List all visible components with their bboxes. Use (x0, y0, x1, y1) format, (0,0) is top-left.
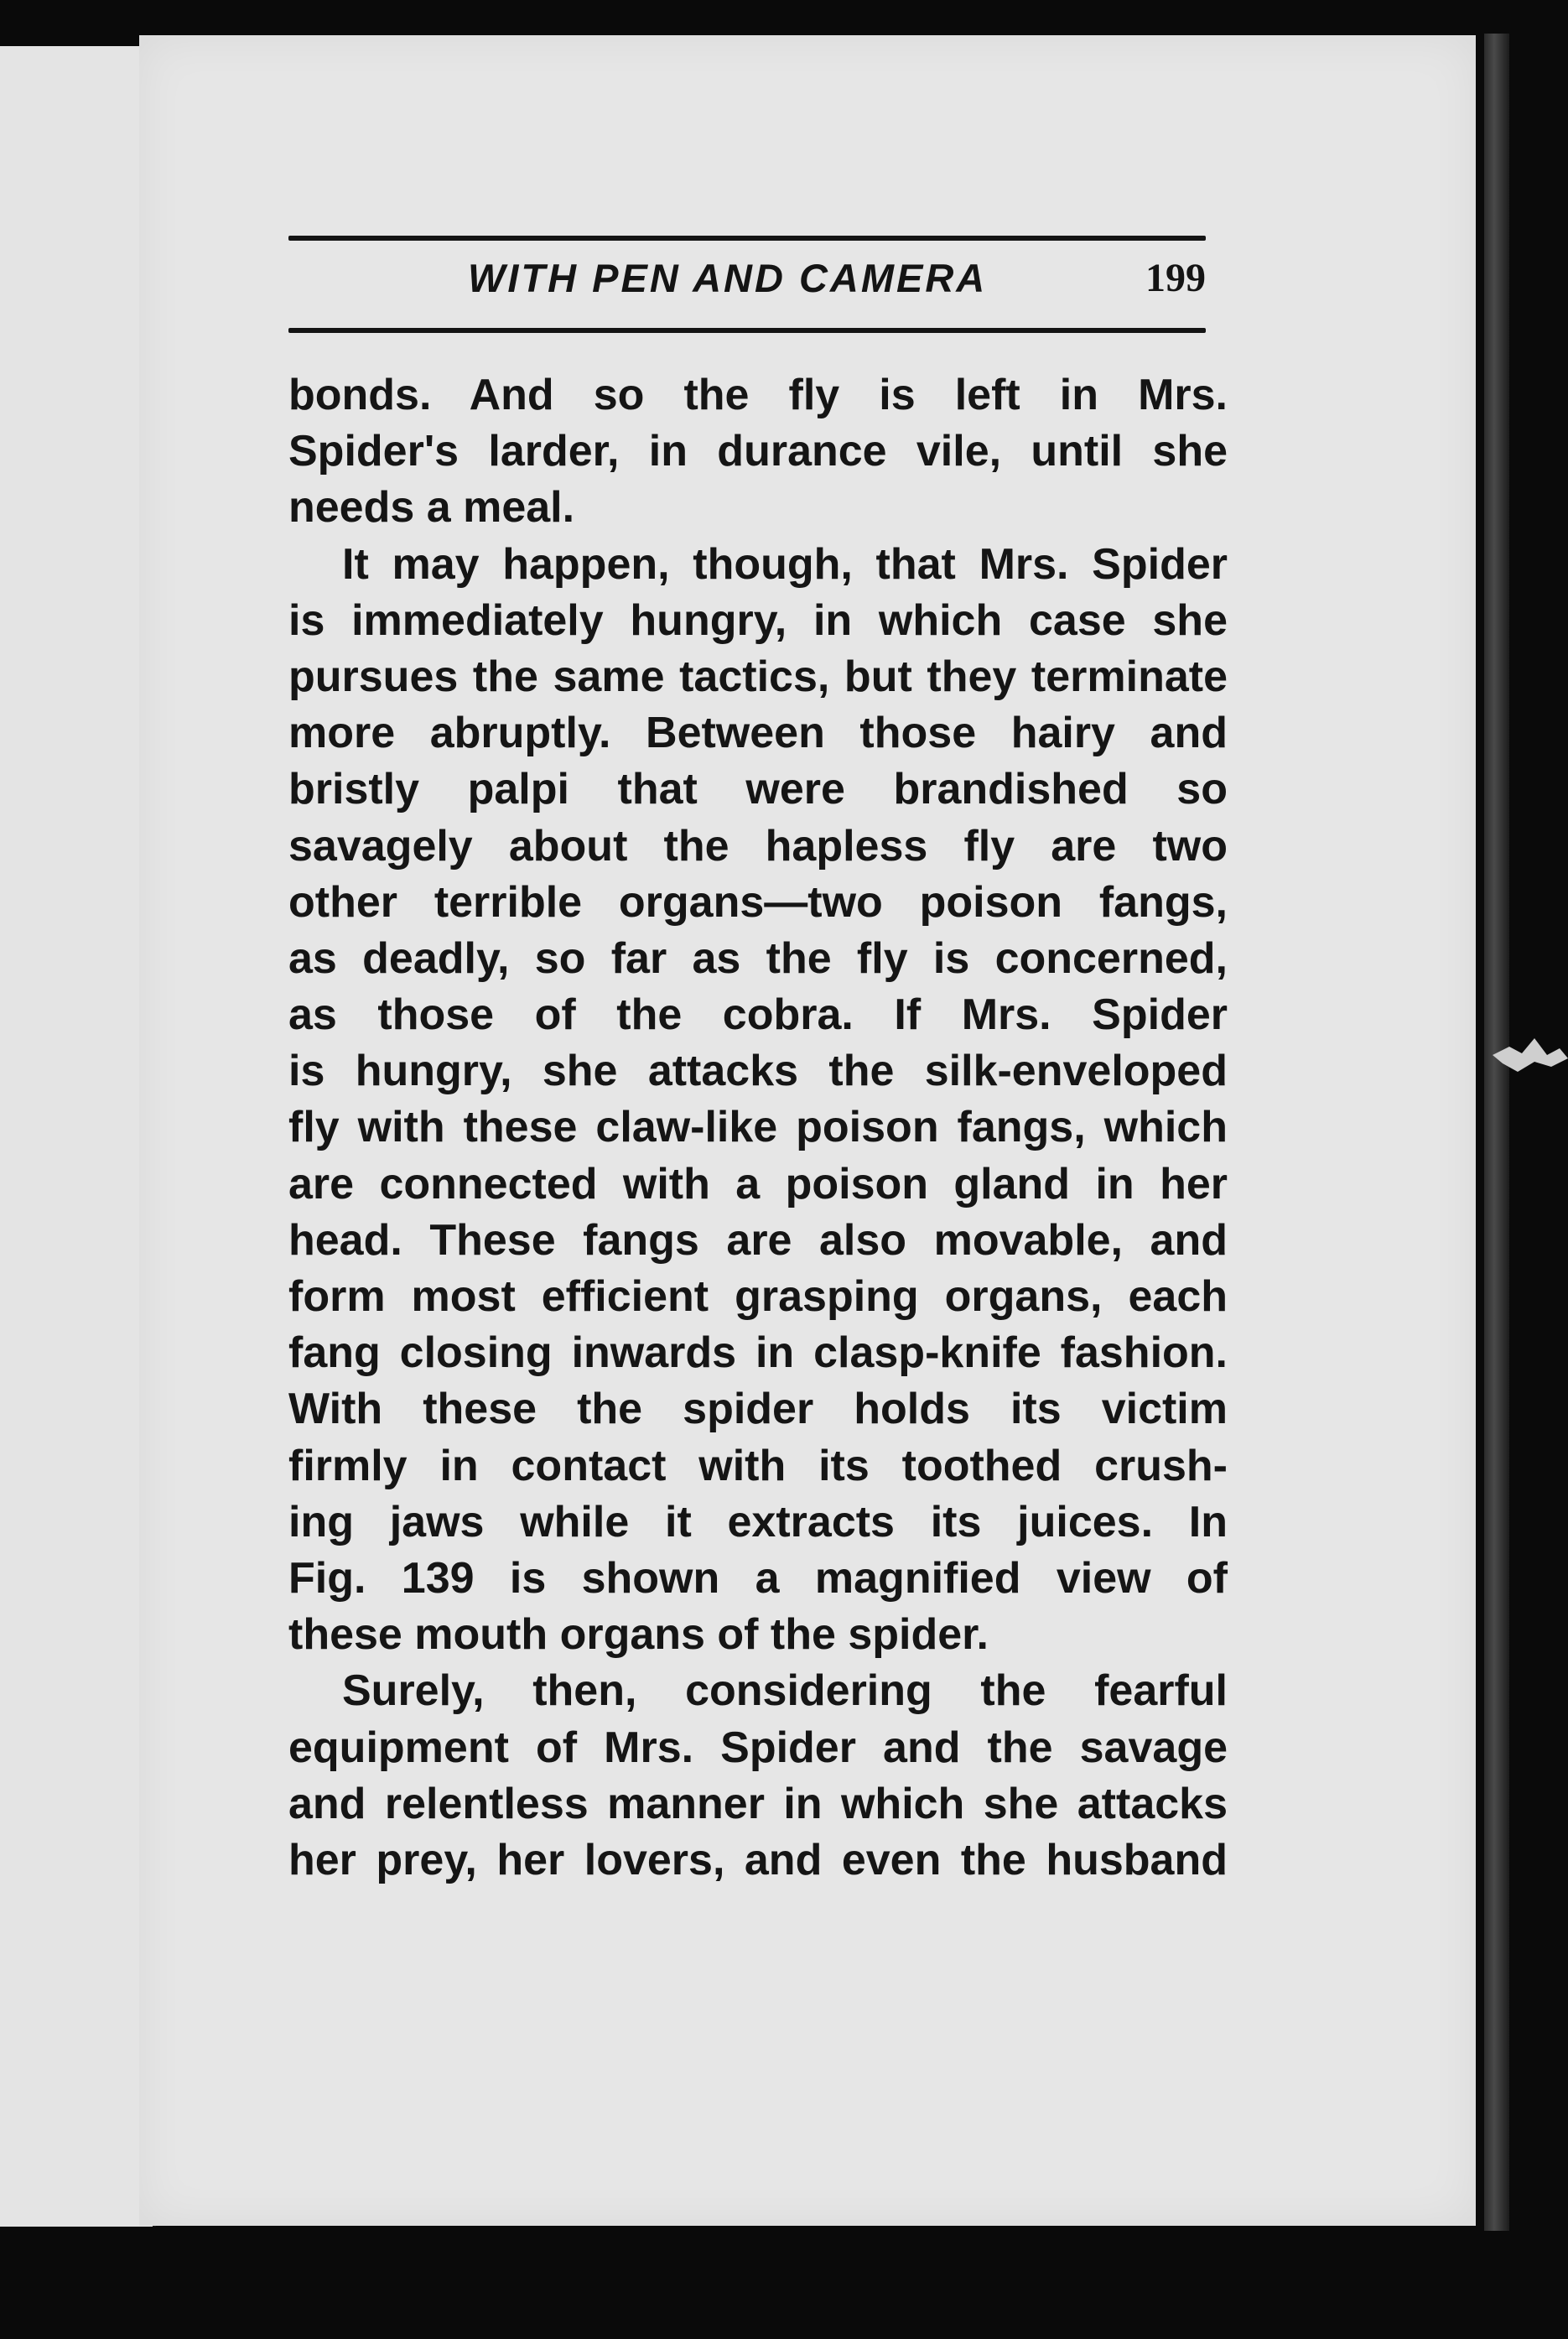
text-line: Surely, then, considering the fearful (342, 1666, 1228, 1716)
text-line: is hungry, she attacks the silk-enveloped (288, 1047, 1228, 1096)
text-line: these mouth organs of the spider. (288, 1610, 989, 1660)
text-line: pursues the same tactics, but they terminate (288, 652, 1228, 701)
running-head (288, 253, 1206, 320)
page-number: 199 (1145, 256, 1206, 300)
text-line: Spider's larder, in durance vile, until she (288, 427, 1228, 476)
text-line: ing jaws while it extracts its juices. In (288, 1497, 1228, 1546)
text-line: With these the spider holds its victim (288, 1385, 1228, 1434)
text-line: fang closing inwards in clasp-knife fashion. (288, 1328, 1228, 1378)
text-line: bristly palpi that were brandished so (288, 765, 1228, 814)
text-line: Fig. 139 is shown a magnified view of (288, 1553, 1228, 1603)
text-line: It may happen, though, that Mrs. Spider (342, 539, 1228, 589)
text-line: form most efficient grasping organs, each (288, 1272, 1228, 1321)
text-line: fly with these claw-like poison fangs, which (288, 1103, 1228, 1152)
text-line: equipment of Mrs. Spider and the savage (288, 1723, 1228, 1772)
text-line: bonds. And so the fly is left in Mrs. (288, 371, 1228, 419)
text-line: and relentless manner in which she attacks (288, 1779, 1228, 1828)
text-line: as those of the cobra. If Mrs. Spider (288, 990, 1228, 1040)
book-binding-edge (1484, 34, 1509, 2231)
text-line: savagely about the hapless fly are two (288, 821, 1228, 871)
left-page-edge (0, 46, 156, 2227)
text-line: are connected with a poison gland in her (288, 1159, 1228, 1208)
text-line: other terrible organs—two poison fangs, (288, 877, 1228, 927)
text-line: is immediately hungry, in which case she (288, 595, 1228, 645)
torn-edge-mark (1493, 1030, 1568, 1080)
text-line: her prey, her lovers, and even the husband (288, 1835, 1228, 1884)
body-text (288, 367, 1228, 1889)
text-line: needs a meal. (288, 483, 575, 533)
running-title: WITH PEN AND CAMERA (468, 256, 988, 300)
text-line: as deadly, so far as the fly is concerned, (288, 933, 1228, 983)
header-rule-bottom (288, 328, 1206, 333)
text-line: more abruptly. Between those hairy and (288, 709, 1228, 758)
text-line: firmly in contact with its toothed crush- (288, 1441, 1228, 1490)
text-line: head. These fangs are also movable, and (288, 1215, 1228, 1265)
header-rule-top (288, 236, 1206, 241)
